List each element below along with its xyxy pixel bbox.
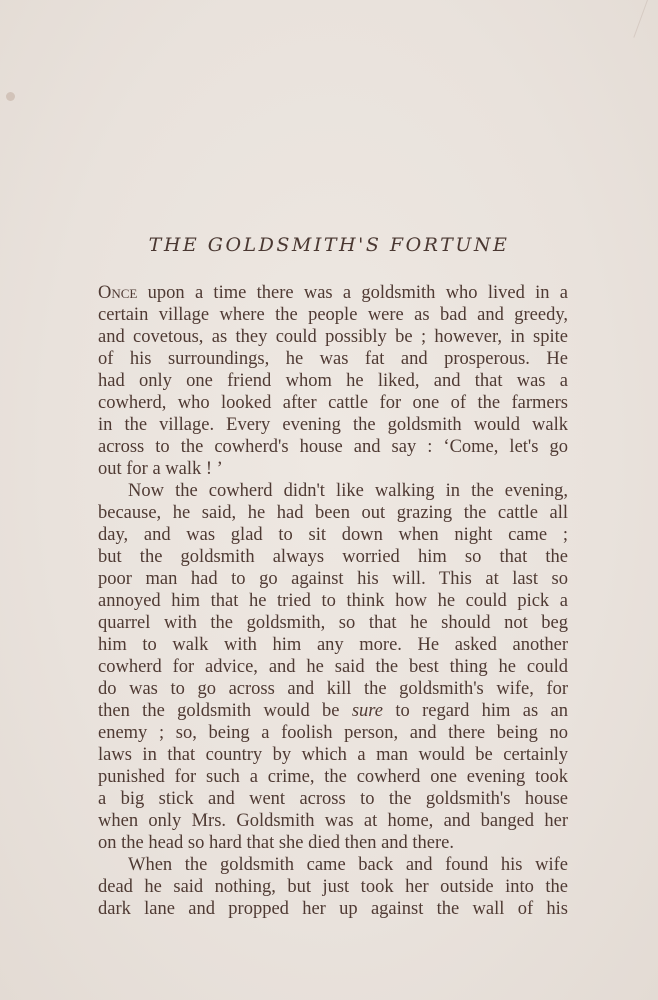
text-line: When the goldsmith came back and found his wife (128, 855, 568, 875)
text-line: quarrel with the goldsmith, so that he should not beg (98, 613, 568, 633)
emphasized-word: sure (351, 701, 384, 721)
text-line: but the goldsmith always worried him so that the (98, 547, 568, 567)
line-text: then the goldsmith would be (98, 701, 352, 721)
text-line: cowherd for advice, and he said the best thing he could (98, 657, 568, 677)
line-text: upon a time there was a goldsmith who lived in a (137, 283, 568, 303)
body-text (98, 282, 568, 920)
text-line: him to walk with him any more. He asked another (98, 635, 568, 655)
text-line: on the head so hard that she died then and there. (98, 833, 455, 853)
text-line: when only Mrs. Goldsmith was at home, and banged her (98, 811, 568, 831)
text-line: in the village. Every evening the goldsmith would walk (98, 415, 568, 435)
text-line: Now the cowherd didn't like walking in the evening, (128, 481, 568, 501)
chapter-title: THE GOLDSMITH'S FORTUNE (148, 234, 510, 256)
text-line: laws in that country by which a man would be certainly (98, 745, 568, 765)
text-line: out for a walk ! ’ (98, 459, 223, 479)
text-line: poor man had to go against his will. This at last so (98, 569, 568, 589)
text-line (98, 700, 568, 722)
text-line: do was to go across and kill the goldsmith's wife, for (98, 679, 568, 699)
text-line: dark lane and propped her up against the wall of his (98, 899, 568, 919)
text-line: and covetous, as they could possibly be ; however, in spite (98, 327, 568, 347)
text-line: annoyed him that he tried to think how he could pick a (98, 591, 568, 611)
text-line: cowherd, who looked after cattle for one of the farmers (98, 393, 568, 413)
drop-word: Once (98, 283, 138, 303)
text-line: dead he said nothing, but just took her outside into the (98, 877, 568, 897)
text-line: day, and was glad to sit down when night came ; (98, 525, 568, 545)
paper-stain (6, 92, 15, 101)
text-line: had only one friend whom he liked, and that was a (98, 371, 568, 391)
text-line: across to the cowherd's house and say : ‘Come, let's go (98, 437, 568, 457)
text-line: punished for such a crime, the cowherd one evening took (98, 767, 568, 787)
text-line: of his surroundings, he was fat and prosperous. He (98, 349, 568, 369)
text-line (98, 282, 568, 304)
text-line: because, he said, he had been out grazing the cattle all (98, 503, 568, 523)
paper-crease (633, 0, 648, 38)
line-text: to regard him as an (383, 701, 568, 721)
text-line: a big stick and went across to the goldsmith's house (98, 789, 568, 809)
text-line: enemy ; so, being a foolish person, and there being no (98, 723, 568, 743)
text-line: certain village where the people were as bad and greedy, (98, 305, 568, 325)
